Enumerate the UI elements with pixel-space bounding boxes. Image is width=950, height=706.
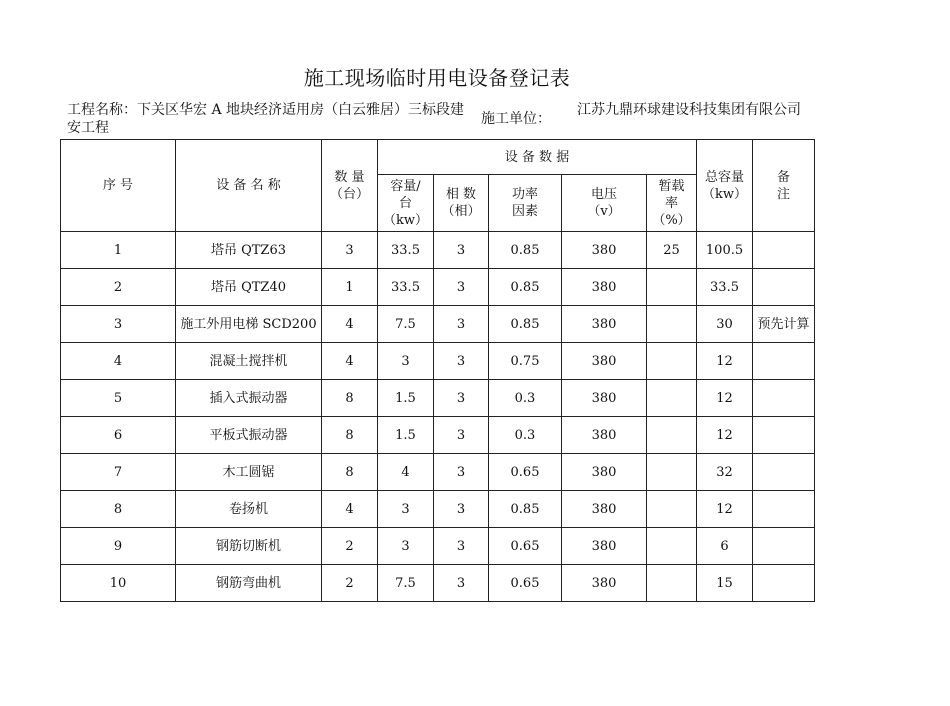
cell-capacity: 3: [378, 528, 434, 565]
cell-quantity: 8: [322, 380, 378, 417]
header-duty-ratio: 暂载 率 （%）: [647, 175, 697, 232]
page-title: 施工现场临时用电设备登记表: [303, 66, 571, 90]
cell-capacity: 33.5: [378, 232, 434, 269]
cell-duty-ratio: [647, 417, 697, 454]
cell-total-capacity: 100.5: [697, 232, 753, 269]
header-phase: 相 数 （相）: [434, 175, 489, 232]
cell-remark: [753, 343, 815, 380]
cell-total-capacity: 12: [697, 380, 753, 417]
cell-duty-ratio: [647, 343, 697, 380]
cell-equipment-name: 钢筋弯曲机: [176, 565, 322, 602]
construction-unit-value: 江苏九鼎环球建设科技集团有限公司: [577, 102, 801, 118]
cell-duty-ratio: [647, 565, 697, 602]
header-equipment-data: 设 备 数 据: [378, 140, 697, 175]
cell-phase: 3: [434, 269, 489, 306]
cell-power-factor: 0.85: [489, 269, 562, 306]
cell-quantity: 8: [322, 454, 378, 491]
cell-duty-ratio: 25: [647, 232, 697, 269]
header-power-factor: 功率 因素: [489, 175, 562, 232]
cell-total-capacity: 12: [697, 417, 753, 454]
table-row: [61, 528, 815, 565]
cell-capacity: 33.5: [378, 269, 434, 306]
cell-total-capacity: 15: [697, 565, 753, 602]
cell-duty-ratio: [647, 491, 697, 528]
cell-voltage: 380: [562, 269, 647, 306]
cell-power-factor: 0.65: [489, 454, 562, 491]
cell-remark: [753, 417, 815, 454]
cell-equipment-name: 平板式振动器: [176, 417, 322, 454]
table-body: [61, 232, 815, 602]
cell-phase: 3: [434, 380, 489, 417]
table-row: [61, 491, 815, 528]
cell-capacity: 4: [378, 454, 434, 491]
cell-index: 8: [61, 491, 176, 528]
table-row: [61, 565, 815, 602]
cell-equipment-name: 木工圆锯: [176, 454, 322, 491]
cell-voltage: 380: [562, 306, 647, 343]
cell-voltage: 380: [562, 417, 647, 454]
cell-total-capacity: 12: [697, 343, 753, 380]
project-name-line: [67, 101, 469, 137]
cell-remark: 预先计算: [753, 306, 815, 343]
construction-unit-label: 施工单位：: [481, 111, 551, 127]
cell-index: 9: [61, 528, 176, 565]
cell-index: 6: [61, 417, 176, 454]
cell-index: 2: [61, 269, 176, 306]
cell-quantity: 1: [322, 269, 378, 306]
cell-phase: 3: [434, 343, 489, 380]
table-row: [61, 417, 815, 454]
cell-duty-ratio: [647, 380, 697, 417]
cell-index: 1: [61, 232, 176, 269]
cell-capacity: 3: [378, 343, 434, 380]
cell-total-capacity: 32: [697, 454, 753, 491]
cell-remark: [753, 454, 815, 491]
cell-capacity: 7.5: [378, 565, 434, 602]
cell-power-factor: 0.85: [489, 232, 562, 269]
header-total-capacity: 总容量 （kw）: [697, 140, 753, 232]
cell-phase: 3: [434, 417, 489, 454]
cell-duty-ratio: [647, 306, 697, 343]
cell-quantity: 2: [322, 565, 378, 602]
header-row-top: [61, 140, 815, 175]
cell-phase: 3: [434, 565, 489, 602]
table-row: [61, 380, 815, 417]
header-remark: 备 注: [753, 140, 815, 232]
cell-phase: 3: [434, 232, 489, 269]
cell-remark: [753, 528, 815, 565]
cell-index: 3: [61, 306, 176, 343]
cell-voltage: 380: [562, 232, 647, 269]
cell-phase: 3: [434, 306, 489, 343]
cell-power-factor: 0.65: [489, 528, 562, 565]
cell-phase: 3: [434, 454, 489, 491]
cell-quantity: 2: [322, 528, 378, 565]
cell-equipment-name: 塔吊 QTZ40: [176, 269, 322, 306]
cell-power-factor: 0.3: [489, 417, 562, 454]
cell-power-factor: 0.85: [489, 491, 562, 528]
equipment-register-table: [60, 139, 815, 602]
cell-equipment-name: 施工外用电梯 SCD200: [176, 306, 322, 343]
cell-capacity: 1.5: [378, 380, 434, 417]
cell-index: 4: [61, 343, 176, 380]
cell-power-factor: 0.85: [489, 306, 562, 343]
cell-quantity: 4: [322, 491, 378, 528]
cell-remark: [753, 380, 815, 417]
cell-voltage: 380: [562, 380, 647, 417]
cell-power-factor: 0.75: [489, 343, 562, 380]
project-name-label: 工程名称：: [67, 102, 137, 118]
cell-voltage: 380: [562, 454, 647, 491]
cell-duty-ratio: [647, 528, 697, 565]
cell-total-capacity: 12: [697, 491, 753, 528]
cell-voltage: 380: [562, 528, 647, 565]
cell-phase: 3: [434, 528, 489, 565]
header-capacity: 容量/ 台 （kw）: [378, 175, 434, 232]
cell-remark: [753, 232, 815, 269]
cell-total-capacity: 6: [697, 528, 753, 565]
cell-remark: [753, 269, 815, 306]
table-row: [61, 343, 815, 380]
table-row: [61, 454, 815, 491]
cell-total-capacity: 30: [697, 306, 753, 343]
cell-remark: [753, 565, 815, 602]
cell-equipment-name: 混凝土搅拌机: [176, 343, 322, 380]
header-quantity: 数 量 （台）: [322, 140, 378, 232]
cell-index: 10: [61, 565, 176, 602]
header-voltage: 电压 （v）: [562, 175, 647, 232]
cell-remark: [753, 491, 815, 528]
cell-power-factor: 0.65: [489, 565, 562, 602]
cell-capacity: 1.5: [378, 417, 434, 454]
table-header: [61, 140, 815, 232]
cell-equipment-name: 卷扬机: [176, 491, 322, 528]
cell-duty-ratio: [647, 454, 697, 491]
cell-capacity: 3: [378, 491, 434, 528]
cell-equipment-name: 插入式振动器: [176, 380, 322, 417]
header-index: 序 号: [61, 140, 176, 232]
cell-total-capacity: 33.5: [697, 269, 753, 306]
cell-power-factor: 0.3: [489, 380, 562, 417]
cell-equipment-name: 钢筋切断机: [176, 528, 322, 565]
cell-phase: 3: [434, 491, 489, 528]
cell-duty-ratio: [647, 269, 697, 306]
cell-quantity: 4: [322, 306, 378, 343]
table-row: [61, 269, 815, 306]
cell-quantity: 8: [322, 417, 378, 454]
table-row: [61, 306, 815, 343]
cell-voltage: 380: [562, 565, 647, 602]
cell-voltage: 380: [562, 491, 647, 528]
cell-quantity: 3: [322, 232, 378, 269]
project-name-value: 下关区华宏 A 地块经济适用房（白云雅居）三标段建安工程: [67, 102, 465, 136]
cell-index: 5: [61, 380, 176, 417]
cell-capacity: 7.5: [378, 306, 434, 343]
cell-voltage: 380: [562, 343, 647, 380]
cell-equipment-name: 塔吊 QTZ63: [176, 232, 322, 269]
cell-quantity: 4: [322, 343, 378, 380]
table-row: [61, 232, 815, 269]
header-equipment-name: 设 备 名 称: [176, 140, 322, 232]
cell-index: 7: [61, 454, 176, 491]
